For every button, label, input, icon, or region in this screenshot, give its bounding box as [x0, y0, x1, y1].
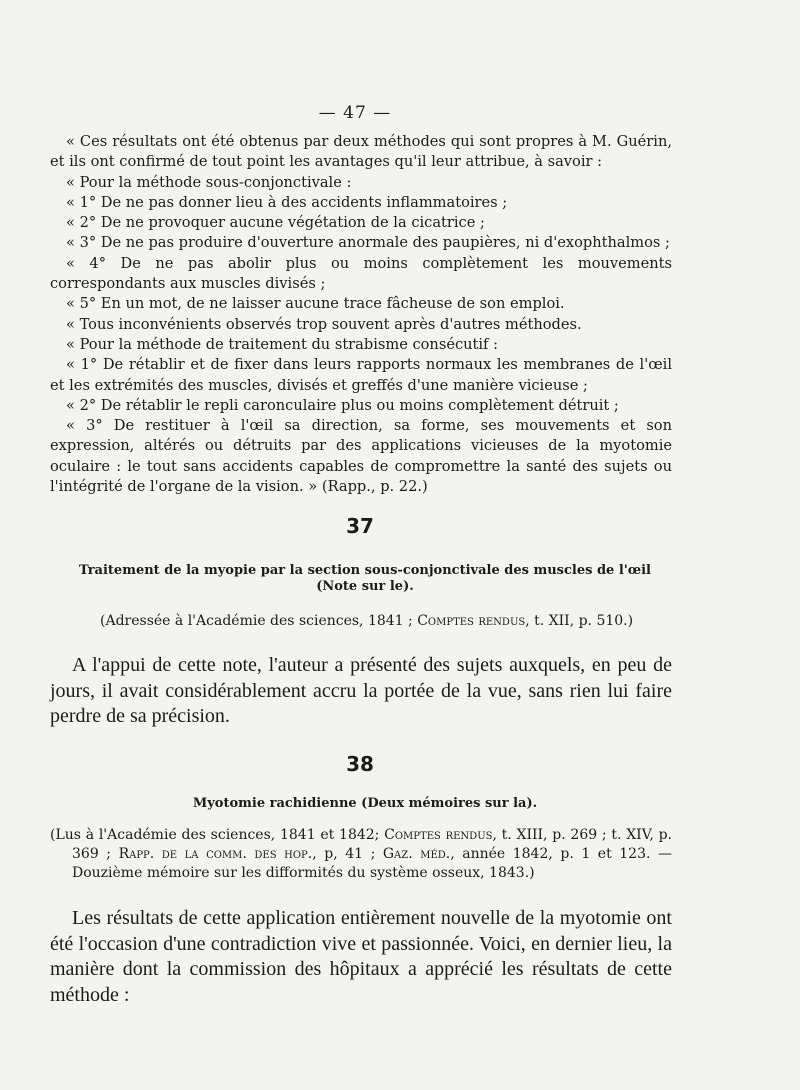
quote-paragraph: « Pour la méthode de traitement du strabisme consécutif : — [66, 335, 499, 353]
section-title-37: Traitement de la myopie par la section sous-conjonctivale des muscles de l'œil (Note sur le). — [78, 563, 651, 594]
quote-paragraph: « 3° De restituer à l'œil sa direction, sa forme, ses mouvements et son expression, altérés ou détruits par des applications vicieuses de la myotomie oculaire : le tout sans accidents capables de compromettre la santé des sujets ou l'intégrité de l'organe de la vision. » (Rapp., p. 22.) — [50, 417, 672, 496]
section-number-38: 38 — [346, 752, 374, 776]
section-reference-37: (Adressée à l'Académie des sciences, 1841 ; Comptes rendus, t. XII, p. 510.) — [100, 613, 634, 629]
section-reference-38: (Lus à l'Académie des sciences, 1841 et 1842; Comptes rendus, t. XIII, p. 269 ; t. XIV, p. 369 ; Rapp. de la comm. des hop., p, 41 ; Gaz. méd., année 1842, p. 1 et 123. — Douzième mémoire sur les difformités du système osseux, 1843.) — [50, 827, 672, 881]
quote-paragraph: « 3° De ne pas produire d'ouverture anormale des paupières, ni d'exophthalmos ; — [66, 234, 670, 252]
quoted-report — [50, 132, 672, 497]
section-body-37: A l'appui de cette note, l'auteur a présenté des sujets auxquels, en peu de jours, il avait considérablement accru la portée de la vue, sans rien lui faire perdre de sa précision. — [50, 654, 672, 727]
quote-paragraph: « 1° De rétablir et de fixer dans leurs rapports normaux les membranes de l'œil et les extrémités des muscles, divisés et greffés d'une manière vicieuse ; — [50, 356, 672, 394]
quote-paragraph: « 2° De rétablir le repli caronculaire plus ou moins complètement détruit ; — [66, 396, 619, 414]
section-number-37: 37 — [346, 514, 374, 538]
quote-paragraph: « Tous inconvénients observés trop souvent après d'autres méthodes. — [66, 315, 582, 333]
quote-paragraph: « 4° De ne pas abolir plus ou moins complètement les mouvements correspondants aux muscles divisés ; — [50, 254, 672, 293]
section-title-38: Myotomie rachidienne (Deux mémoires sur la). — [192, 796, 538, 811]
page-number: — 47 — — [318, 103, 392, 123]
quote-paragraph: « 5° En un mot, de ne laisser aucune trace fâcheuse de son emploi. — [66, 295, 565, 313]
quote-paragraph: « 1° De ne pas donner lieu à des accidents inflammatoires ; — [66, 193, 508, 211]
quote-paragraph: « 2° De ne provoquer aucune végétation de la cicatrice ; — [66, 214, 485, 232]
quote-paragraph: « Ces résultats ont été obtenus par deux méthodes qui sont propres à M. Guérin, et ils ont confirmé de tout point les avantages qu'il leur attribue, à savoir : — [50, 133, 672, 171]
section-body-38: Les résultats de cette application entièrement nouvelle de la myotomie ont été l'occasion d'une contradiction vive et passionnée. Voici, en dernier lieu, la manière dont la commission des hôpitaux a apprécié les résultats de cette méthode : — [50, 907, 672, 1006]
quote-paragraph: « Pour la méthode sous-conjonctivale : — [66, 173, 352, 191]
